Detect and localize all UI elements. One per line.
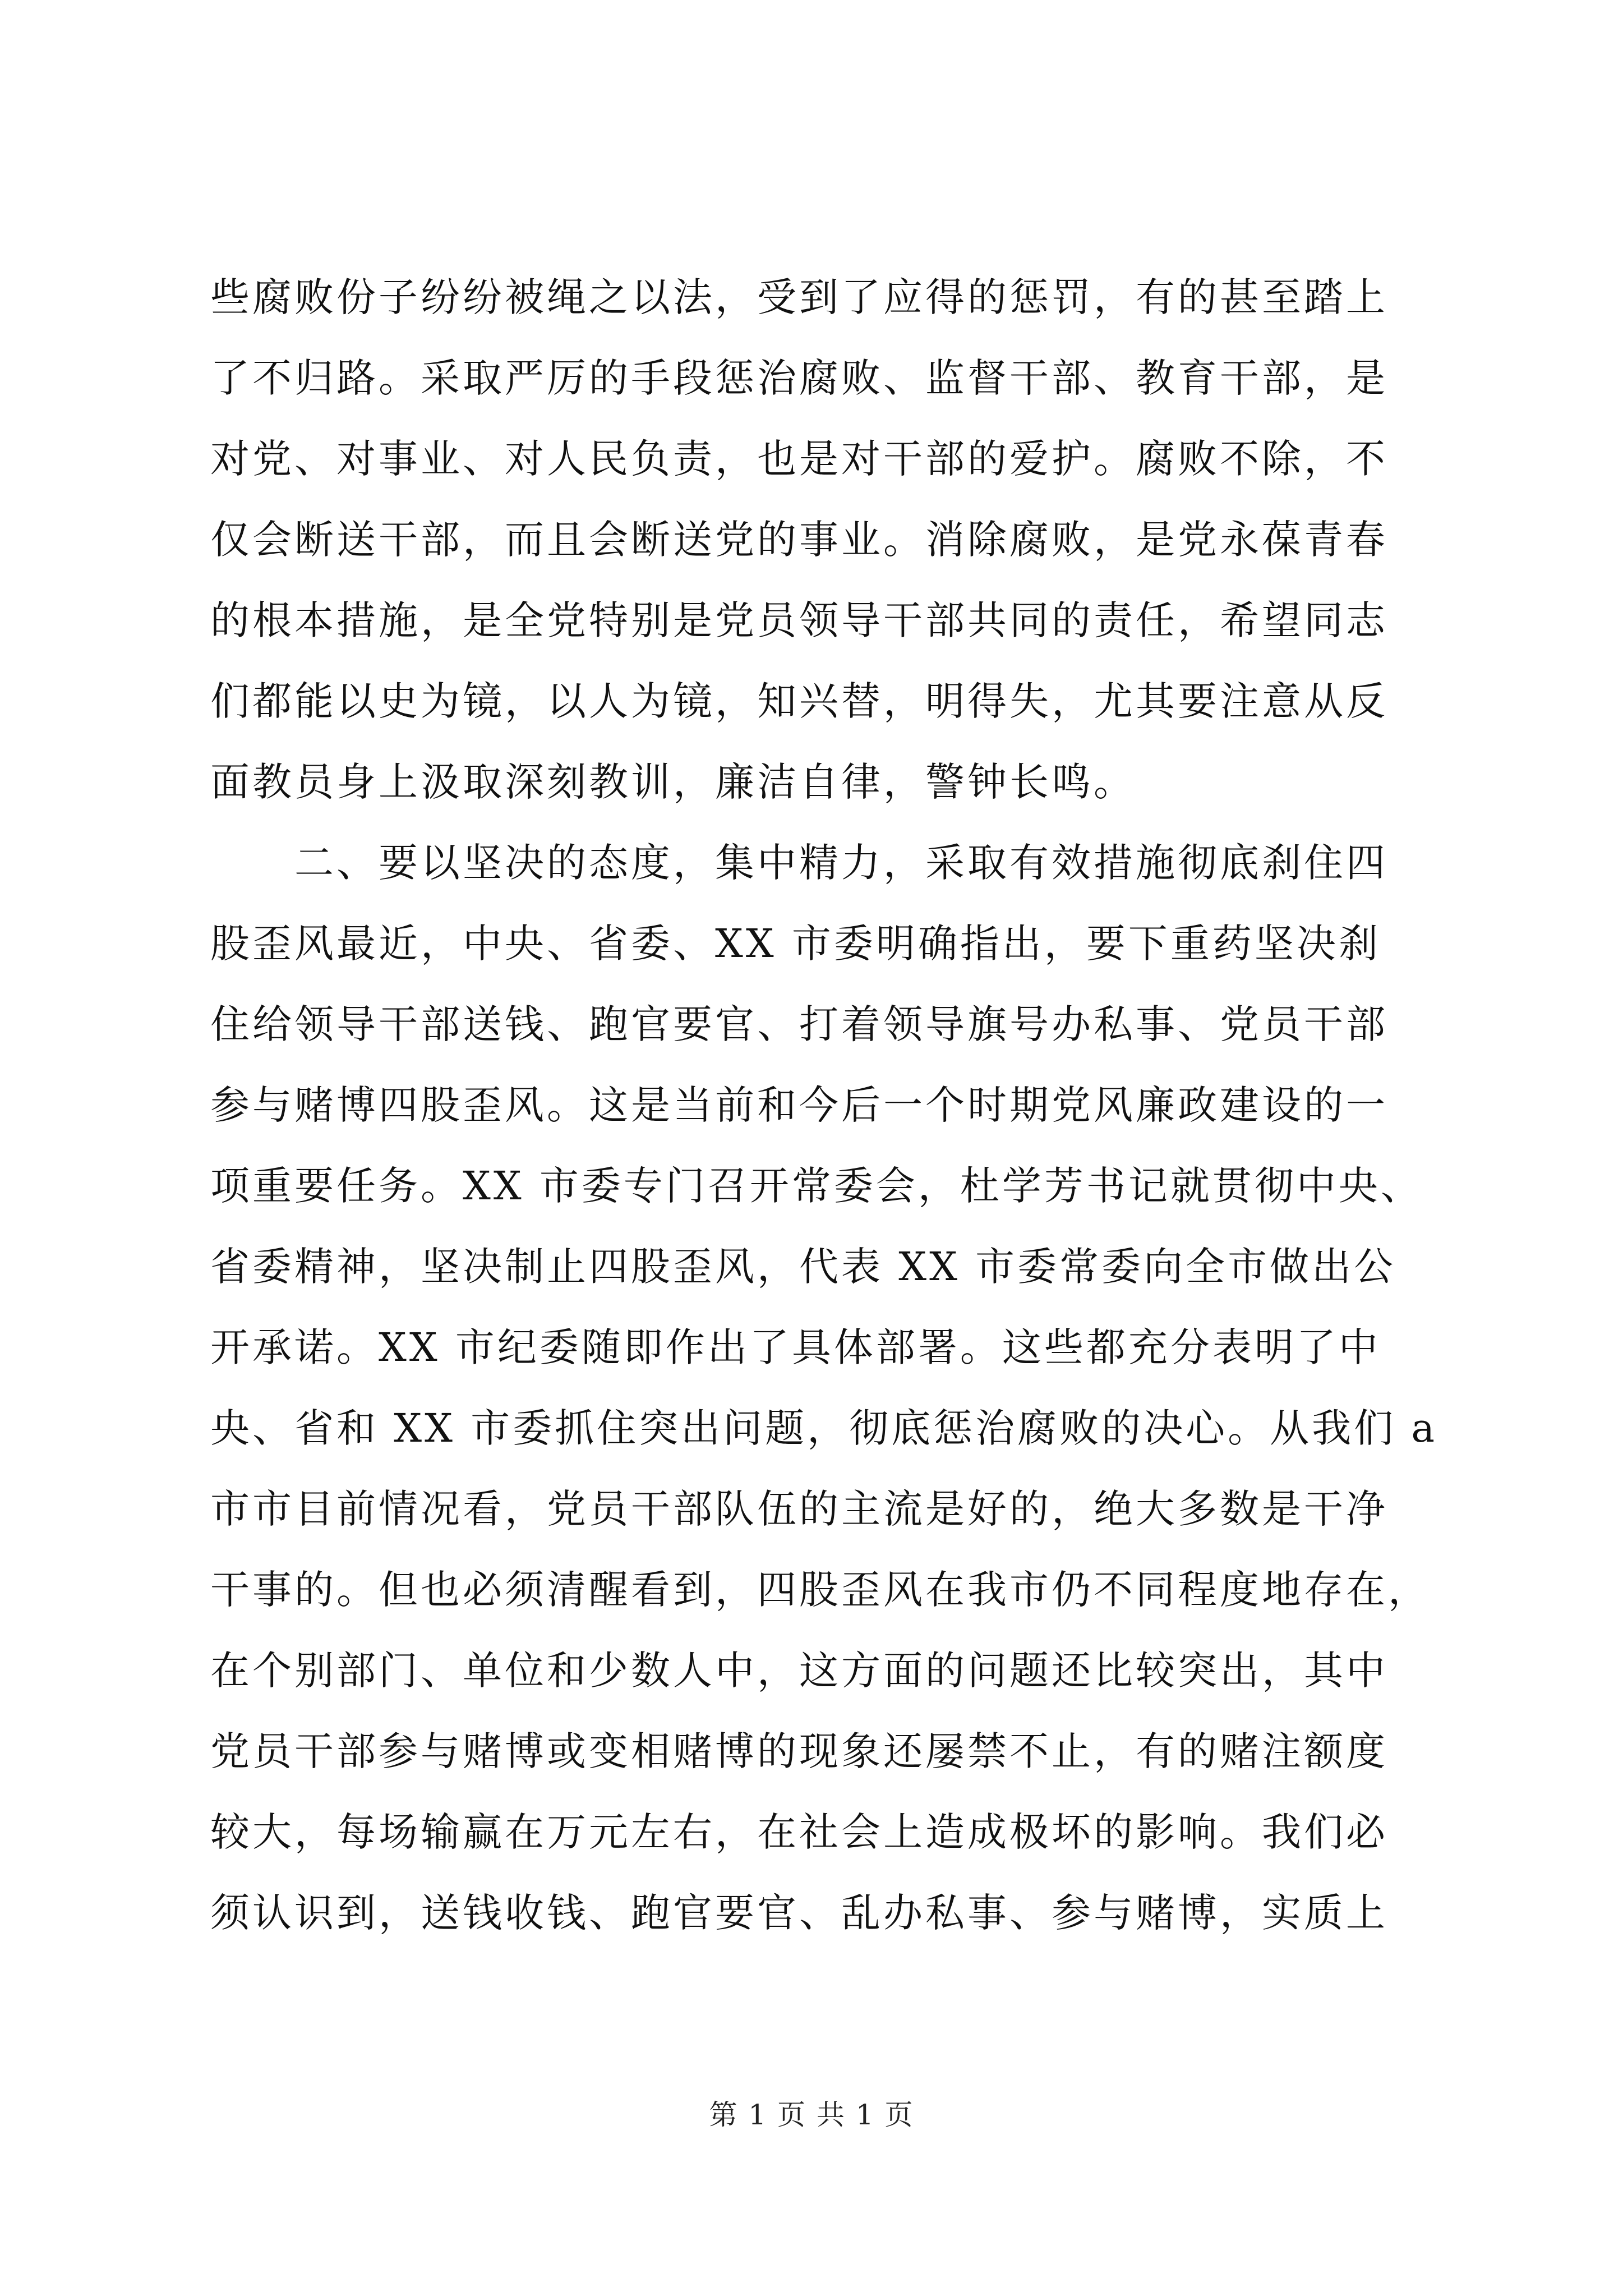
body-text (210, 257, 1438, 1953)
text-line: 了不归路。采取严厉的手段惩治腐败、监督干部、教育干部，是 (210, 355, 1388, 401)
text-line: 项重要任务。XX 市委专门召开常委会，杜学芳书记就贯彻中央、 (210, 1163, 1423, 1209)
text-line: 须认识到，送钱收钱、跑官要官、乱办私事、参与赌博，实质上 (210, 1890, 1388, 1936)
text-line: 央、省和 XX 市委抓住突出问题，彻底惩治腐败的决心。从我们 a (210, 1405, 1438, 1451)
text-line: 在个别部门、单位和少数人中，这方面的问题还比较突出，其中 (210, 1648, 1388, 1694)
text-line: 党员干部参与赌博或变相赌博的现象还屡禁不止，有的赌注额度 (210, 1728, 1388, 1774)
text-line: 面教员身上汲取深刻教训，廉洁自律，警钟长鸣。 (210, 759, 1136, 805)
text-line: 开承诺。XX 市纪委随即作出了具体部署。这些都充分表明了中 (210, 1324, 1381, 1370)
text-line: 参与赌博四股歪风。这是当前和今后一个时期党风廉政建设的一 (210, 1082, 1388, 1128)
text-line: 二、要以坚决的态度，集中精力，采取有效措施彻底刹住四 (210, 840, 1388, 886)
text-line: 较大，每场输赢在万元左右，在社会上造成极坏的影响。我们必 (210, 1809, 1388, 1855)
page-footer (0, 2095, 1623, 2134)
text-line: 省委精神，坚决制止四股歪风，代表 XX 市委常委向全市做出公 (210, 1244, 1396, 1290)
text-line: 市市目前情况看，党员干部队伍的主流是好的，绝大多数是干净 (210, 1486, 1388, 1532)
text-line: 股歪风最近，中央、省委、XX 市委明确指出，要下重药坚决刹 (210, 921, 1381, 967)
text-line: 仅会断送干部，而且会断送党的事业。消除腐败，是党永葆青春 (210, 517, 1388, 563)
text-line: 住给领导干部送钱、跑官要官、打着领导旗号办私事、党员干部 (210, 1001, 1388, 1047)
text-line: 们都能以史为镜，以人为镜，知兴替，明得失，尤其要注意从反 (210, 678, 1388, 724)
text-line: 些腐败份子纷纷被绳之以法，受到了应得的惩罚，有的甚至踏上 (210, 274, 1388, 320)
text-line: 对党、对事业、对人民负责，也是对干部的爱护。腐败不除，不 (210, 436, 1388, 482)
page-number: 第 1 页 共 1 页 (709, 2099, 914, 2131)
text-line: 的根本措施，是全党特别是党员领导干部共同的责任，希望同志 (210, 597, 1388, 643)
text-line: 干事的。但也必须清醒看到，四股歪风在我市仍不同程度地存在， (210, 1567, 1430, 1613)
